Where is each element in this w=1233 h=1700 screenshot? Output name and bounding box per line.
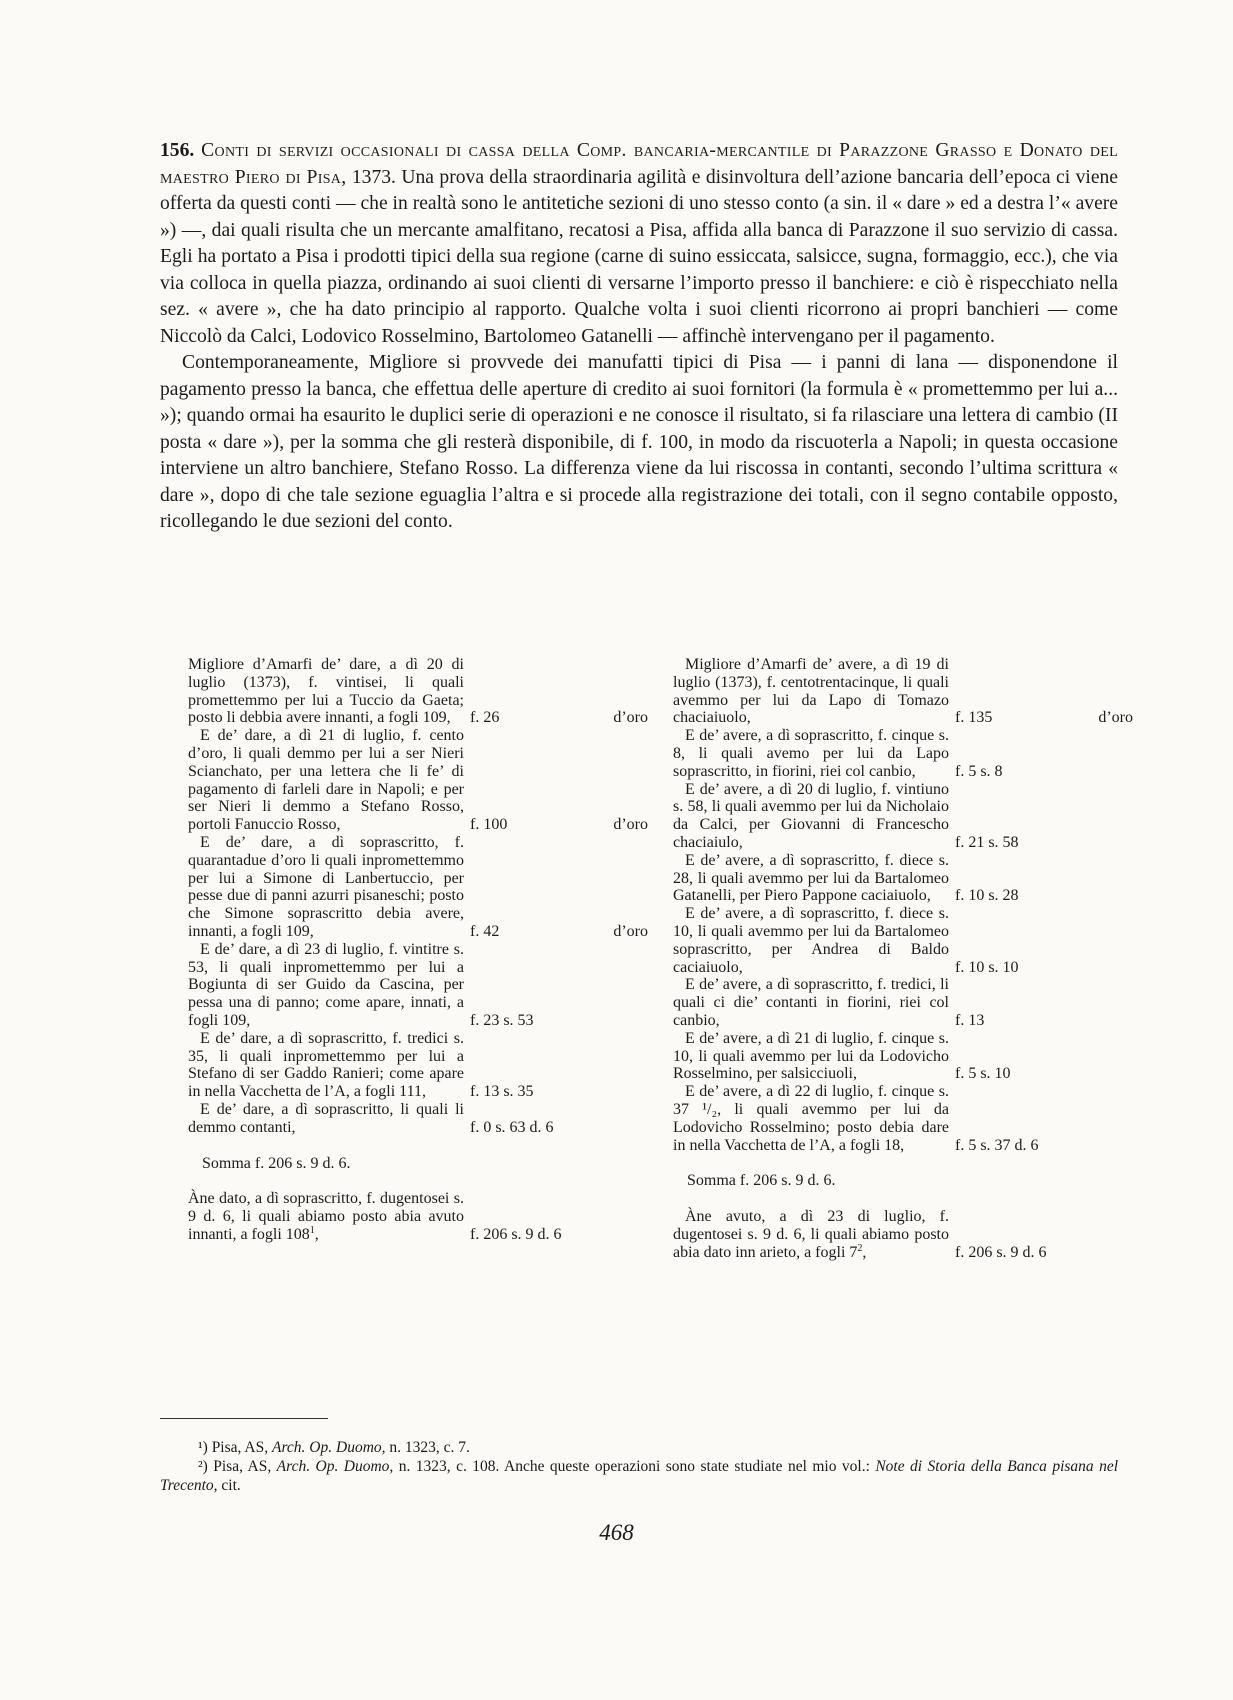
dare-entry-text: E de’ dare, a dì soprascritto, li quali li demmo contanti, [188,1100,464,1136]
intro-paragraph-1-body: Una prova della straordinaria agilità e disinvoltura dell’azione bancaria dell’epoca ci viene offerta da questi conti — che in realtà sono le antitetiche sezioni di uno stesso conto (a sin. il « dare » ed a destra l’« avere ») —, dai quali risulta che un mercante amalfitano, recatosi a Pisa, affida alla banca di Parazzone il suo servizio di cassa. Egli ha portato a Pisa i prodotti tipici della sua regione (carne di suino essiccata, salsicce, sugna, formaggio, ecc.), che via via colloca in quella piazza, ordinando ai suoi clienti di versarne l’importo presso il banchiere: e ciò è rispecchiato nella sez. « avere », che ha dato principio al rapporto. Qualche volta i suoi clienti ricorrono ai propri banchieri — come Niccolò da Calci, Lodovico Rosselmino, Bartolomeo Gatanelli — affinchè intervengano per il pagamento. [160,166,1119,347]
footnote-text: Pisa, AS, [211,1439,269,1456]
footnote-ref: 2 [857,1242,863,1254]
footnotes [160,1438,1118,1495]
footnote-text: Pisa, AS, [213,1458,272,1475]
avere-entry-text: E de’ avere, a dì 20 di luglio, f. vintiuno s. 58, li quali avemmo per lui da Nicholaio da Calci, per Giovanni di Francescho chaciaiulo, [673,780,949,851]
avere-entry-currency: d’oro [1098,709,1133,727]
avere-entry [673,727,1139,780]
dare-closing-amount: f. 206 s. 9 d. 6 [470,1225,562,1243]
section-heading: Conti di servizi occasionali di cassa della Comp. bancaria-mercantile di Parazzone Grasso e Donato del maestro Piero di Pisa, [160,140,1118,188]
footnote-italic: Note di Storia della Banca pisana nel Trecento, [160,1458,1119,1494]
dare-closing-entry [188,1190,654,1243]
avere-entry-text: E de’ avere, a dì soprascritto, f. diece s. 28, li quali avemmo per lui da Bartalomeo Gatanelli, per Piero Pappone caciaiuolo, [673,851,949,905]
footnote-italic: Arch. Op. Duomo, [276,1458,394,1475]
intro-paragraph-1 [160,138,1118,350]
dare-entry [188,834,654,941]
footnote-text: cit. [221,1477,241,1494]
dare-entry [188,656,654,727]
avere-closing-entry [673,1208,1139,1261]
dare-entry [188,1101,654,1137]
avere-entry-text: E de’ avere, a dì 21 di luglio, f. cinque s. 10, li quali avemmo per lui da Lodovicho Rosselmino, per salsicciuoli, [673,1029,949,1083]
avere-entry-text: E de’ avere, a dì soprascritto, f. tredici, li quali ci die’ contanti in fiorini, riei col canbio, [673,976,949,1029]
section-number: 156. [160,140,195,161]
avere-entry-amount: f. 10 s. 10 [955,958,1019,976]
footnote-divider [160,1418,328,1419]
dare-total: Somma f. 206 s. 9 d. 6. [202,1154,351,1172]
avere-entry-amount: f. 5 s. 10 [955,1065,1011,1083]
page-number: 468 [599,1520,634,1545]
avere-entry [673,1030,1139,1083]
avere-entry [673,905,1139,976]
dare-entry-amount: f. 26 [470,709,500,727]
dare-entry-amount: f. 0 s. 63 d. 6 [470,1118,554,1136]
avere-entry-text: Migliore d’Amarfi de’ avere, a dì 19 di luglio (1373), f. centotrentacinque, li quali avemmo per lui da Lapo di Tomazo chaciaiuolo, [673,656,949,727]
avere-entry-amount: f. 13 [955,1011,985,1029]
dare-entry-text: Migliore d’Amarfi de’ dare, a dì 20 di luglio (1373), f. vintisei, li quali promettemmo per lui a Tuccio da Gaeta; posto li debbia avere innanti, a fogli 109, [188,656,464,727]
footnote [160,1438,1118,1457]
dare-closing-text: Àne dato, a dì soprascritto, f. dugentosei s. 9 d. 6, li quali abiamo posto abia avuto innanti, a fogli 108 [188,1190,464,1243]
avere-closing-punct: , [862,1243,867,1261]
avere-entry-text: E de’ avere, a dì soprascritto, f. cinque s. 8, li quali avemo per lui da Lapo soprascritto, in fiorini, riei col canbio, [673,727,949,780]
footnote-italic: Arch. Op. Duomo, [272,1439,386,1456]
footnote-text: n. 1323, c. 7. [389,1439,470,1456]
intro-text [160,138,1118,536]
avere-closing-amount: f. 206 s. 9 d. 6 [955,1243,1047,1261]
avere-entry [673,976,1139,1029]
dare-entry-text: E de’ dare, a dì soprascritto, f. quarantadue d’oro li quali inpromettemmo per lui a Simone di Lanbertuccio, per pesse due di panni azurri pisaneschi; posto che Simone soprascritto debia avere, innanti, a fogli 109, [188,833,464,940]
avere-entry-text: E de’ avere, a dì soprascritto, f. diece s. 10, li quali avemmo per lui da Bartalomeo soprascritto, per Andrea di Baldo caciaiuolo, [673,905,949,976]
avere-entry-amount: f. 135 [955,709,993,727]
avere-entry [673,656,1139,727]
section-year: 1373. [351,166,396,188]
avere-entry-amount: f. 5 s. 37 d. 6 [955,1136,1039,1154]
avere-entry [673,781,1139,852]
avere-entry-amount: f. 10 s. 28 [955,887,1019,905]
ledger-dare-column [188,656,654,1244]
footnote-mark: ²) [198,1458,208,1475]
dare-entry-amount: f. 23 s. 53 [470,1011,534,1029]
dare-entry-currency: d’oro [613,709,648,727]
dare-closing-punct: , [314,1225,319,1243]
dare-entry [188,1030,654,1101]
avere-entry [673,852,1139,905]
footnote [160,1457,1118,1495]
dare-entry-currency: d’oro [613,922,648,940]
dare-entry [188,941,654,1030]
footnote-mark: ¹) [198,1439,208,1456]
dare-entry-amount: f. 100 [470,816,508,834]
avere-entry-amount: f. 21 s. 58 [955,833,1019,851]
footnote-text: n. 1323, c. 108. Anche queste operazioni sono state studiate nel mio vol.: [398,1458,870,1475]
dare-entry-currency: d’oro [613,816,648,834]
dare-entry-text: E de’ dare, a dì 23 di luglio, f. vintitre s. 53, li quali inpromettemmo per lui a Bogiunta di ser Guido da Cascina, per pessa una di panno; come apare, innati, a fogli 109, [188,940,464,1029]
footnote-ref: 1 [309,1224,315,1236]
intro-paragraph-2: Contemporaneamente, Migliore si provvede dei manufatti tipici di Pisa — i panni di lana — disponendone il pagamento presso la banca, che effettua delle aperture di credito ai suoi fornitori (la formula è « promettemmo per lui a... »); quando ormai ha esaurito le duplici serie di operazioni e ne conosce il risultato, si fa rilasciare una lettera di cambio (II posta « dare »), per la somma che gli resterà disponibile, di f. 100, in modo da riscuoterla a Napoli; in questa occasione interviene un altro banchiere, Stefano Rosso. La differenza viene da lui riscossa in contanti, secondo l’ultima scrittura « dare », dopo di che tale sezione eguaglia l’altra e si procede alla registrazione dei totali, con il segno contabile opposto, ricollegando le due sezioni del conto. [160,352,1118,532]
ledger-avere-column [673,656,1139,1262]
avere-total: Somma f. 206 s. 9 d. 6. [687,1172,836,1190]
dare-entry-text: E de’ dare, a dì 21 di luglio, f. cento d’oro, li quali demmo per lui a ser Nieri Scianchato, per una lettera che li fe’ di pagamento di farleli dare in Napoli; e per ser Nieri li demmo a Stefano Rosso, portoli Fanuccio Rosso, [188,727,464,834]
dare-entry-amount: f. 42 [470,922,500,940]
avere-entry [673,1083,1139,1154]
avere-closing-text: Àne avuto, a dì 23 di luglio, f. dugentosei s. 9 d. 6, li quali abiamo posto abia dato inn arieto, a fogli 7 [673,1208,949,1261]
avere-entry-text: E de’ avere, a dì 22 di luglio, f. cinque s. 37 ¹/₂, li quali avemmo per lui da Lodovicho Rosselmino; posto debia dare in nella Vacchetta de l’A, a fogli 18, [673,1083,949,1154]
avere-entry-amount: f. 5 s. 8 [955,762,1003,780]
dare-entry-text: E de’ dare, a dì soprascritto, f. tredici s. 35, li quali inpromettemmo per lui a Stefano di ser Gaddo Ranieri; come apare in nella Vacchetta de l’A, a fogli 111, [188,1029,464,1101]
dare-entry-amount: f. 13 s. 35 [470,1083,534,1101]
dare-entry [188,727,654,834]
